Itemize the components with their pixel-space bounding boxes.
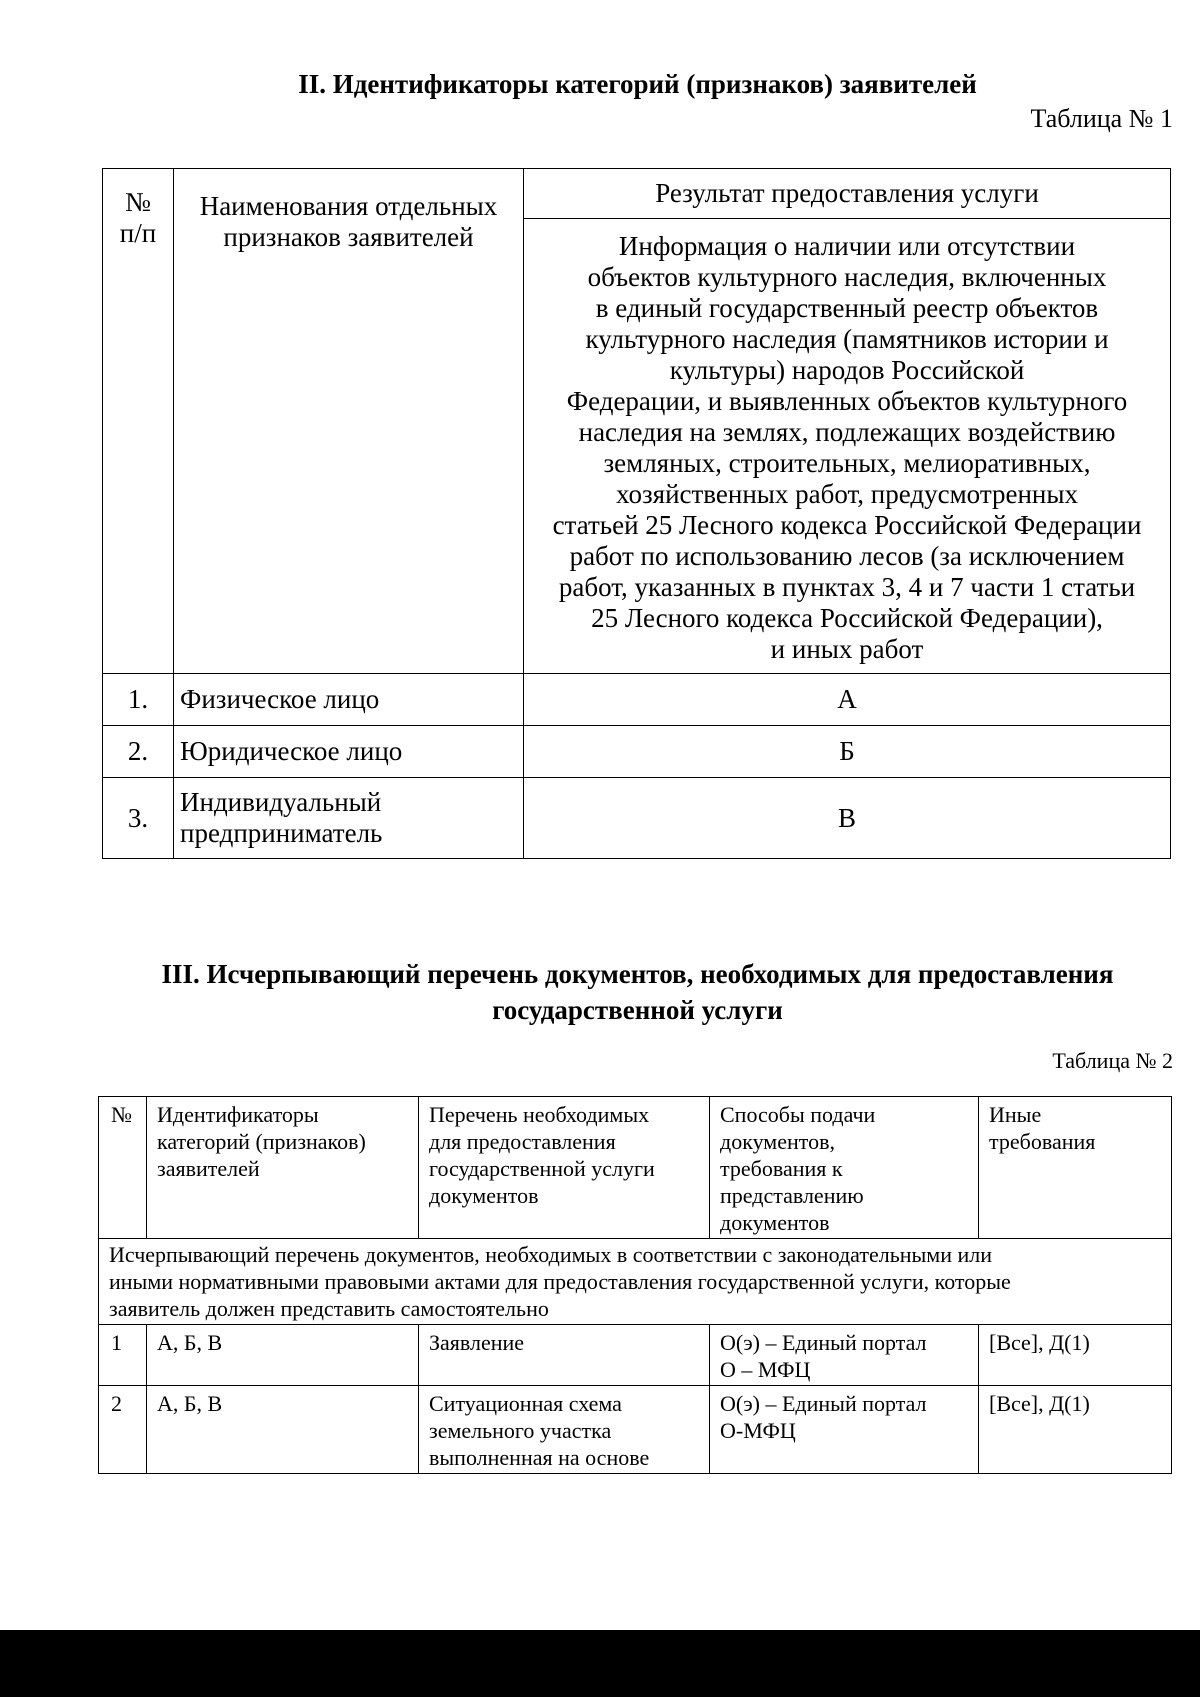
- applicant-categories-table: [102, 168, 1171, 859]
- table-row: 2. Юридическое лицо Б: [103, 726, 1171, 778]
- table-header-row: № Идентификаторы категорий (признаков) заявителей Перечень необходимых для предоставления государственной услуги документов Способы подачи документов, требования к представлению документов Иные требования: [99, 1097, 1172, 1239]
- table-1-label: Таблица № 1: [1030, 104, 1173, 133]
- result-description: Информация о наличии или отсутствии объектов культурного наследия, включенных в единый государственный реестр объектов культурного наследия (памятников истории и культуры) народов Российской Федерации, и выявленных объектов культурного наследия на землях, подлежащих воздействию земляных, строительных, мелиоративных, хозяйственных работ, предусмотренных статьей 25 Лесного кодекса Российской Федерации работ по использованию лесов (за исключением работ, указанных в пунктах 3, 4 и 7 части 1 статьи 25 Лесного кодекса Российской Федерации), и иных работ: [524, 219, 1171, 674]
- section-2-title: II. Идентификаторы категорий (признаков) заявителей: [298, 69, 977, 99]
- table-section-row: Исчерпывающий перечень документов, необходимых в соответствии с законодательными или иными нормативными правовыми актами для предоставления государственной услуги, которые заявитель должен представить самостоятельно: [99, 1239, 1172, 1325]
- table-2-label: Таблица № 2: [1052, 1048, 1173, 1073]
- table-row: 1. Физическое лицо А: [103, 674, 1171, 726]
- table-row: 3. Индивидуальный предприниматель В: [103, 778, 1171, 859]
- section-3-title: III. Исчерпывающий перечень документов, необходимых для предоставления государственной услуги: [161, 959, 1114, 1025]
- table-row: 1 А, Б, В Заявление О(э) – Единый портал О – МФЦ [Все], Д(1): [99, 1325, 1172, 1386]
- documents-table: [98, 1096, 1172, 1474]
- header-number: № п/п: [103, 169, 174, 674]
- table-row: 2 А, Б, В Ситуационная схема земельного участка выполненная на основе О(э) – Единый портал О-МФЦ [Все], Д(1): [99, 1386, 1172, 1474]
- header-result: Результат предоставления услуги: [524, 169, 1171, 219]
- header-names: Наименования отдельных признаков заявителей: [174, 169, 524, 674]
- scan-bottom-edge: [0, 1630, 1200, 1697]
